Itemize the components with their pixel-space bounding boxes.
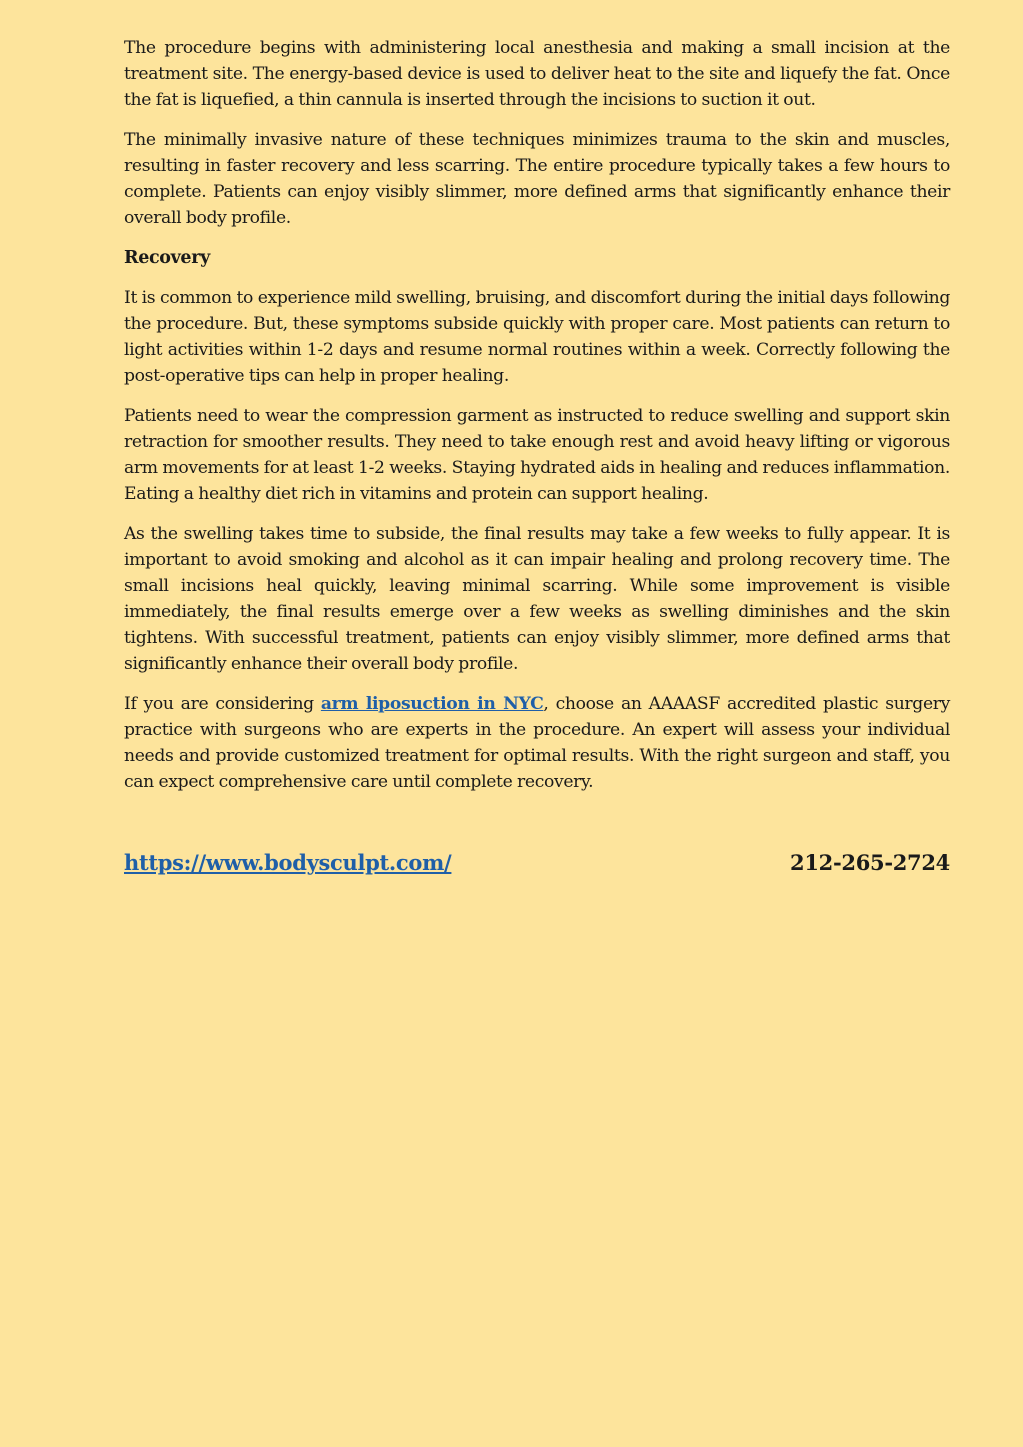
paragraph-procedure: The procedure begins with administering local anesthesia and making a small incision at the treatment site. The energy-based device is used to deliver heat to the site and liquefy the fat. Once the fat is liquefied, a thin cannula is inserted through the incisions to suction it out. xyxy=(124,38,950,110)
paragraph-recovery-symptoms: It is common to experience mild swelling, bruising, and discomfort during the initial days following the procedure. But, these symptoms subside quickly with proper care. Most patients can return to light activities within 1-2 days and resume normal routines within a week. Correctly following the post-operative tips can help in proper healing. xyxy=(124,288,950,386)
paragraph-final-results: As the swelling takes time to subside, the final results may take a few weeks to fully appear. It is important to avoid smoking and alcohol as it can impair healing and prolong recovery time. The small incisions heal quickly, leaving minimal scarring. While some improvement is visible immediately, the final results emerge over a few weeks as swelling diminishes and the skin tightens. With successful treatment, patients can enjoy visibly slimmer, more defined arms that significantly enhance their overall body profile. xyxy=(124,524,950,674)
recovery-heading: Recovery xyxy=(124,248,210,268)
paragraph-compression-garment: Patients need to wear the compression garment as instructed to reduce swelling and support skin retraction for smoother results. They need to take enough rest and avoid heavy lifting or vigorous arm movements for at least 1-2 weeks. Staying hydrated aids in healing and reduces inflammation. Eating a healthy diet rich in vitamins and protein can support healing. xyxy=(124,406,950,504)
article-body xyxy=(124,35,950,809)
website-link[interactable]: https://www.bodysculpt.com/ xyxy=(124,850,452,875)
paragraph-considering xyxy=(124,691,950,795)
paragraph-considering-start: If you are considering xyxy=(124,694,321,714)
paragraph-minimally-invasive: The minimally invasive nature of these techniques minimizes trauma to the skin and muscles, resulting in faster recovery and less scarring. The entire procedure typically takes a few hours to complete. Patients can enjoy visibly slimmer, more defined arms that significantly enhance their overall body profile. xyxy=(124,130,950,228)
paragraph-considering-end: , choose an AAAASF accredited plastic surgery practice with surgeons who are experts in the procedure. An expert will assess your individual needs and provide customized treatment for optimal results. With the right surgeon and staff, you can expect comprehensive care until complete recovery. xyxy=(124,694,950,792)
arm-liposuction-link[interactable]: arm liposuction in NYC xyxy=(320,694,544,714)
footer-contact xyxy=(124,850,950,875)
phone-number: 212-265-2724 xyxy=(790,850,950,875)
